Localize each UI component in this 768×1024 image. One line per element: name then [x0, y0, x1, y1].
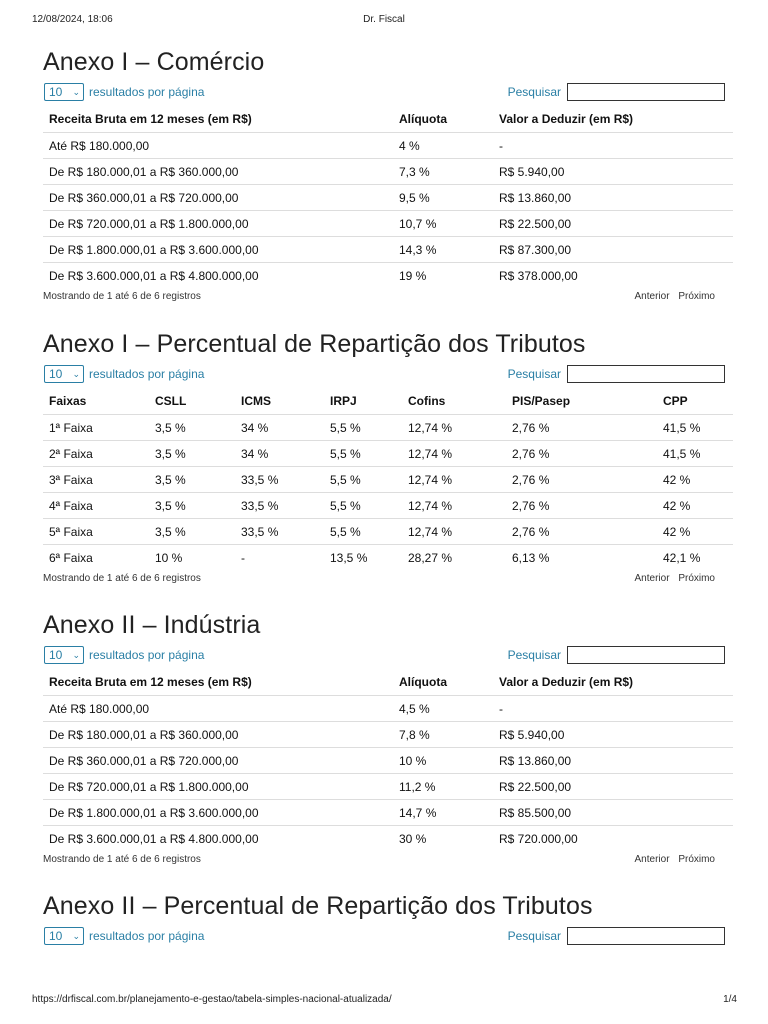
search-label: Pesquisar	[507, 85, 561, 99]
table-cell: De R$ 720.000,01 a R$ 1.800.000,00	[43, 211, 393, 237]
table-cell: 5,5 %	[324, 467, 402, 493]
table-cell: 42 %	[657, 493, 733, 519]
search-control	[508, 927, 725, 945]
page-length-select[interactable]: 10 ⌄	[44, 927, 84, 945]
section-anexo-i-comercio	[43, 46, 733, 306]
next-page-button[interactable]: Próximo	[678, 291, 715, 302]
column-header[interactable]: CSLL	[155, 394, 187, 408]
table-row	[43, 519, 733, 545]
table-row	[43, 696, 733, 722]
table-cell: -	[235, 545, 324, 571]
table-cell: 5,5 %	[324, 415, 402, 441]
table-cell: 2,76 %	[506, 493, 657, 519]
pagination	[629, 291, 715, 302]
table-row	[43, 441, 733, 467]
table-controls	[43, 364, 733, 388]
table-row	[43, 467, 733, 493]
page-length-select[interactable]: 10 ⌄	[44, 365, 84, 383]
data-table	[43, 669, 733, 851]
table-cell: 2,76 %	[506, 441, 657, 467]
search-control	[508, 646, 725, 664]
print-url[interactable]: https://drfiscal.com.br/planejamento-e-gestao/tabela-simples-nacional-atualizada/	[32, 994, 392, 1005]
table-cell: 2,76 %	[506, 467, 657, 493]
column-header[interactable]: Cofins	[408, 394, 446, 408]
section-title: Anexo II – Indústria	[43, 611, 261, 639]
table-cell: Até R$ 180.000,00	[43, 696, 393, 722]
table-cell: 3,5 %	[149, 467, 235, 493]
column-header[interactable]: Valor a Deduzir (em R$)	[499, 675, 634, 689]
table-cell: 3,5 %	[149, 441, 235, 467]
search-label: Pesquisar	[507, 367, 561, 381]
table-cell: 1ª Faixa	[43, 415, 149, 441]
table-header-row	[43, 669, 733, 696]
table-row	[43, 263, 733, 289]
table-row	[43, 211, 733, 237]
previous-page-button[interactable]: Anterior	[634, 854, 670, 865]
table-cell: R$ 720.000,00	[493, 826, 733, 852]
table-cell: 41,5 %	[657, 441, 733, 467]
table-info: Mostrando de 1 até 6 de 6 registros	[43, 291, 201, 302]
table-cell: De R$ 180.000,01 a R$ 360.000,00	[43, 722, 393, 748]
search-input[interactable]	[567, 365, 725, 383]
table-cell: 10,7 %	[393, 211, 493, 237]
table-cell: R$ 5.940,00	[493, 722, 733, 748]
table-cell: De R$ 720.000,01 a R$ 1.800.000,00	[43, 774, 393, 800]
page-length-control	[44, 927, 204, 945]
table-cell: 3ª Faixa	[43, 467, 149, 493]
table-cell: 2,76 %	[506, 519, 657, 545]
table-info: Mostrando de 1 até 6 de 6 registros	[43, 573, 201, 584]
table-cell: 33,5 %	[235, 519, 324, 545]
table-cell: 2,76 %	[506, 415, 657, 441]
table-cell: 34 %	[235, 441, 324, 467]
table-row	[43, 748, 733, 774]
table-controls	[43, 82, 733, 106]
table-cell: 5,5 %	[324, 493, 402, 519]
table-cell: 10 %	[149, 545, 235, 571]
table-cell: 5,5 %	[324, 519, 402, 545]
print-datetime: 12/08/2024, 18:06	[32, 14, 113, 25]
table-row	[43, 159, 733, 185]
table-cell: 33,5 %	[235, 493, 324, 519]
table-cell: R$ 378.000,00	[493, 263, 733, 289]
table-row	[43, 185, 733, 211]
table-cell: 34 %	[235, 415, 324, 441]
table-cell: R$ 5.940,00	[493, 159, 733, 185]
section-anexo-ii-industria	[43, 609, 733, 869]
column-header[interactable]: PIS/Pasep	[512, 394, 571, 408]
table-cell: 13,5 %	[324, 545, 402, 571]
table-row	[43, 774, 733, 800]
table-cell: De R$ 1.800.000,01 a R$ 3.600.000,00	[43, 800, 393, 826]
section-title: Anexo II – Percentual de Repartição dos Tributos	[43, 892, 593, 920]
chevron-down-icon: ⌄	[72, 650, 80, 660]
chevron-down-icon: ⌄	[72, 87, 80, 97]
page-length-label: resultados por página	[89, 367, 205, 381]
table-cell: De R$ 3.600.000,01 a R$ 4.800.000,00	[43, 263, 393, 289]
table-cell: 28,27 %	[402, 545, 506, 571]
table-cell: R$ 85.500,00	[493, 800, 733, 826]
table-cell: 7,3 %	[393, 159, 493, 185]
table-cell: 30 %	[393, 826, 493, 852]
table-cell: -	[493, 696, 733, 722]
column-header[interactable]: IRPJ	[330, 394, 357, 408]
table-cell: 42,1 %	[657, 545, 733, 571]
column-header[interactable]: Faixas	[49, 394, 87, 408]
chevron-down-icon: ⌄	[72, 369, 80, 379]
table-info-bar	[43, 570, 733, 588]
table-cell: De R$ 360.000,01 a R$ 720.000,00	[43, 748, 393, 774]
print-page-number: 1/4	[723, 994, 737, 1005]
table-cell: 4 %	[393, 133, 493, 159]
table-cell: -	[493, 133, 733, 159]
column-header[interactable]: Receita Bruta em 12 meses (em R$)	[49, 675, 252, 689]
table-header-row	[43, 388, 733, 415]
table-info-bar	[43, 288, 733, 306]
table-row	[43, 415, 733, 441]
table-cell: 12,74 %	[402, 415, 506, 441]
page-length-label: resultados por página	[89, 929, 205, 943]
next-page-button[interactable]: Próximo	[678, 854, 715, 865]
table-cell: 42 %	[657, 467, 733, 493]
table-row	[43, 722, 733, 748]
search-input[interactable]	[567, 83, 725, 101]
table-row	[43, 493, 733, 519]
table-cell: 4ª Faixa	[43, 493, 149, 519]
pagination	[629, 573, 715, 584]
data-table	[43, 106, 733, 288]
search-input[interactable]	[567, 927, 725, 945]
table-cell: De R$ 1.800.000,01 a R$ 3.600.000,00	[43, 237, 393, 263]
search-input[interactable]	[567, 646, 725, 664]
page-length-select[interactable]: 10 ⌄	[44, 83, 84, 101]
table-cell: R$ 13.860,00	[493, 185, 733, 211]
table-cell: 12,74 %	[402, 519, 506, 545]
column-header[interactable]: Alíquota	[399, 112, 447, 126]
table-row	[43, 133, 733, 159]
table-cell: 14,7 %	[393, 800, 493, 826]
table-info: Mostrando de 1 até 6 de 6 registros	[43, 854, 201, 865]
table-cell: De R$ 180.000,01 a R$ 360.000,00	[43, 159, 393, 185]
table-cell: 41,5 %	[657, 415, 733, 441]
table-cell: R$ 87.300,00	[493, 237, 733, 263]
table-cell: 10 %	[393, 748, 493, 774]
print-title: Dr. Fiscal	[363, 14, 405, 25]
table-cell: Até R$ 180.000,00	[43, 133, 393, 159]
table-cell: De R$ 3.600.000,01 a R$ 4.800.000,00	[43, 826, 393, 852]
section-title: Anexo I – Comércio	[43, 48, 265, 76]
page-length-label: resultados por página	[89, 648, 205, 662]
table-cell: 9,5 %	[393, 185, 493, 211]
pagination	[629, 854, 715, 865]
table-row	[43, 237, 733, 263]
chevron-down-icon: ⌄	[72, 931, 80, 941]
next-page-button[interactable]: Próximo	[678, 573, 715, 584]
table-row	[43, 800, 733, 826]
column-header[interactable]: Valor a Deduzir (em R$)	[499, 112, 634, 126]
table-row	[43, 545, 733, 571]
search-label: Pesquisar	[507, 648, 561, 662]
table-controls	[43, 926, 733, 950]
table-cell: 33,5 %	[235, 467, 324, 493]
section-anexo-i-reparticao	[43, 328, 733, 588]
table-cell: R$ 13.860,00	[493, 748, 733, 774]
table-cell: 19 %	[393, 263, 493, 289]
section-anexo-ii-reparticao	[43, 890, 733, 950]
table-cell: 42 %	[657, 519, 733, 545]
table-cell: 12,74 %	[402, 493, 506, 519]
page-length-control	[44, 646, 204, 664]
search-label: Pesquisar	[507, 929, 561, 943]
table-cell: 12,74 %	[402, 441, 506, 467]
page-length-control	[44, 365, 204, 383]
table-row	[43, 826, 733, 852]
data-table	[43, 388, 733, 570]
table-cell: 11,2 %	[393, 774, 493, 800]
column-header[interactable]: ICMS	[241, 394, 271, 408]
table-cell: 5ª Faixa	[43, 519, 149, 545]
table-cell: 6ª Faixa	[43, 545, 149, 571]
table-info-bar	[43, 851, 733, 869]
table-cell: R$ 22.500,00	[493, 774, 733, 800]
table-controls	[43, 645, 733, 669]
table-cell: 5,5 %	[324, 441, 402, 467]
table-cell: 3,5 %	[149, 415, 235, 441]
table-header-row	[43, 106, 733, 133]
page-length-select[interactable]: 10 ⌄	[44, 646, 84, 664]
table-cell: 12,74 %	[402, 467, 506, 493]
table-cell: 6,13 %	[506, 545, 657, 571]
column-header[interactable]: CPP	[663, 394, 688, 408]
table-cell: 2ª Faixa	[43, 441, 149, 467]
section-title: Anexo I – Percentual de Repartição dos Tributos	[43, 330, 586, 358]
previous-page-button[interactable]: Anterior	[634, 573, 670, 584]
table-cell: 3,5 %	[149, 519, 235, 545]
previous-page-button[interactable]: Anterior	[634, 291, 670, 302]
table-cell: 14,3 %	[393, 237, 493, 263]
table-cell: De R$ 360.000,01 a R$ 720.000,00	[43, 185, 393, 211]
search-control	[508, 83, 725, 101]
table-cell: 4,5 %	[393, 696, 493, 722]
column-header[interactable]: Alíquota	[399, 675, 447, 689]
page-length-control	[44, 83, 204, 101]
search-control	[508, 365, 725, 383]
table-cell: R$ 22.500,00	[493, 211, 733, 237]
page-length-label: resultados por página	[89, 85, 205, 99]
column-header[interactable]: Receita Bruta em 12 meses (em R$)	[49, 112, 252, 126]
table-cell: 3,5 %	[149, 493, 235, 519]
table-cell: 7,8 %	[393, 722, 493, 748]
